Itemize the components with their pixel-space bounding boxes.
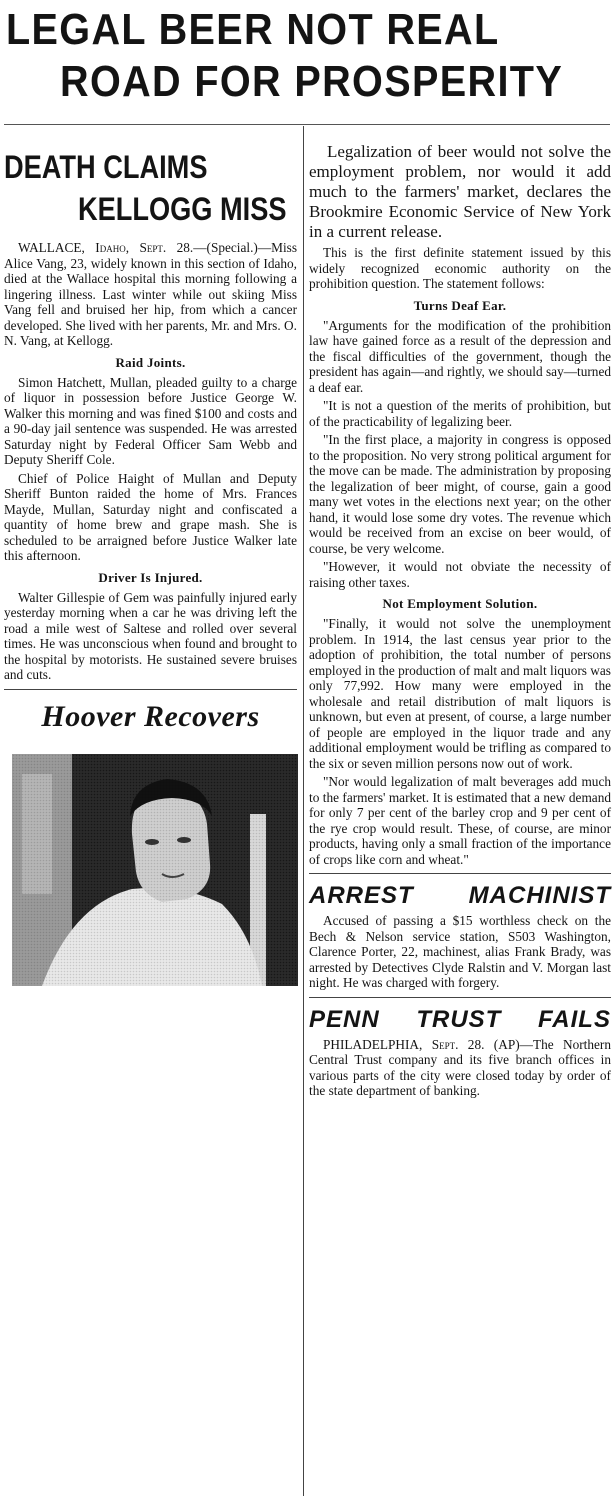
arrest-machinist-story: Accused of passing a $15 worthless check on the Bech & Nelson service station, S503 Washington, Clarence Porter, 22, machinest, alias Frank Brady, was arrested by Detectives Clyde Ralstin and V. Morgan last night. He was charged with forgery.: [309, 913, 611, 990]
death-claims-headline-line-1: DEATH CLAIMS: [4, 149, 208, 185]
penn-trust-fails-headline-word-2: TRUST: [416, 1005, 502, 1033]
death-claims-body: —(Special.)—Miss Alice Vang, 23, widely known in this section of Idaho, died at the Wallace hospital this morning following a lingering illness. Last winter while out skiing Miss Vang fell and bruised her hip, from which a cancer developed. She lived with her parents, Mr. and Mrs. O. N. Vang, at Kellogg.: [4, 240, 297, 348]
headline-rule: [4, 124, 610, 125]
driver-injured-paragraph: Walter Gillespie of Gem was painfully injured early yesterday morning when a car he was driving left the road a mile west of Saltese and rolled over several times. He was unconscious when found and brought to the hospital by motorists. He sustained severe bruises and cuts.: [4, 589, 297, 682]
beer-paragraph-2: "Arguments for the modification of the prohibition law have gained force as a result of the depression and the fiscal difficulties of the government, though the president has again—and rightly, we should say—turned a deaf ear.: [309, 317, 611, 395]
beer-paragraph-3: "It is not a question of the merits of prohibition, but of the practicability of legalizing beer.: [309, 398, 611, 429]
portrait-photo-icon: [12, 754, 298, 986]
beer-paragraph-7: "Nor would legalization of malt beverages add much to the farmers' market. It is estimated that a new demand for only 7 per cent of the barley crop and 9 per cent of the rye crop would result. These, of course, are minor products, having only a small fraction of the importance of crops like corn and wheat.": [309, 774, 611, 867]
beer-paragraph-5: "However, it would not obviate the necessity of raising other taxes.: [309, 559, 611, 590]
column-rule: [303, 126, 304, 1496]
death-claims-headline: [4, 146, 287, 230]
main-headline: [6, 4, 564, 108]
raid-joints-subhead: Raid Joints.: [115, 354, 186, 370]
arrest-machinist-headline: [309, 882, 611, 910]
raid-joints-paragraph-2: Chief of Police Haight of Mullan and Deputy Sheriff Bunton raided the home of Mrs. Frances Mayde, Mullan, Saturday night and confiscated a quantity of home brew and grape mash. She is scheduled to be arraigned before Justice Walker late this afternoon.: [4, 470, 297, 563]
penn-trust-dateline: PHILADELPHIA, Sept. 28. (AP): [323, 1036, 520, 1052]
arrest-machinist-headline-word-1: ARREST: [309, 882, 414, 909]
raid-joints-paragraph-1: Simon Hatchett, Mullan, pleaded guilty to a charge of liquor in possession before Justice George W. Walker this morning and was fined $100 and costs and a 90-day jail sentence was suspended. He was arrested Saturday night by Federal Officer Sam Webb and Deputy Sheriff Cole.: [4, 374, 297, 467]
beer-paragraph-1: This is the first definite statement issued by this widely recognized economic authority on the prohibition question. The statement follows:: [309, 245, 611, 291]
turns-deaf-ear-subhead: Turns Deaf Ear.: [413, 297, 507, 313]
beer-paragraph-6: "Finally, it would not solve the unemployment problem. In 1914, the last census year prior to the adoption of prohibition, the total number of persons employed in the production of malt and malt liquors was only 77,992. How many were employed in the wholesale and retail distribution of malt liquors is unknown, but even at present, of course, a large number of people are employed in the liquor trade and any additional employment would be trifling as compared to the six or seven million persons now out of work.: [309, 616, 611, 771]
section-rule: [309, 997, 611, 998]
penn-trust-fails-headline-word-1: PENN: [309, 1005, 380, 1033]
penn-trust-fails-headline-word-3: FAILS: [537, 1005, 611, 1033]
right-column: [309, 134, 611, 1102]
section-rule: [4, 689, 297, 690]
section-rule: [309, 873, 611, 874]
main-headline-line-2: ROAD FOR PROSPERITY: [60, 57, 564, 106]
arrest-machinist-headline-word-2: MACHINIST: [468, 882, 611, 909]
not-employment-solution-subhead: Not Employment Solution.: [382, 596, 538, 611]
left-column: [4, 134, 297, 991]
beer-paragraph-4: "In the first place, a majority in congress is opposed to the proposition. No very strong political argument for the move can be made. The administration by proposing the legalization of beer might, of course, gain a good many wet votes in the elections next year; on the other hand, it would lose some dry votes. The revenue which would be received from an excise on beer would, of course, be very welcome.: [309, 432, 611, 556]
hoover-recovers-headline: Hoover Recovers: [41, 699, 260, 733]
death-claims-story: [4, 240, 297, 349]
death-claims-dateline: WALLACE, Idaho, Sept. 28.: [18, 240, 194, 255]
death-claims-headline-line-2: KELLOGG MISS: [77, 191, 287, 227]
penn-trust-fails-story: [309, 1037, 611, 1099]
main-headline-line-1: LEGAL BEER NOT REAL: [6, 5, 500, 54]
penn-trust-body: —The Northern Central Trust company and its five branch offices in various parts of the city were closed today by order of the state department of banking.: [309, 1036, 611, 1098]
penn-trust-fails-headline: [309, 1006, 611, 1034]
beer-lede: Legalization of beer would not solve the employment problem, nor would it add much to the farmers' market, declares the Brookmire Economic Service of New York in a current release.: [309, 142, 611, 241]
driver-injured-subhead: Driver Is Injured.: [98, 569, 203, 585]
